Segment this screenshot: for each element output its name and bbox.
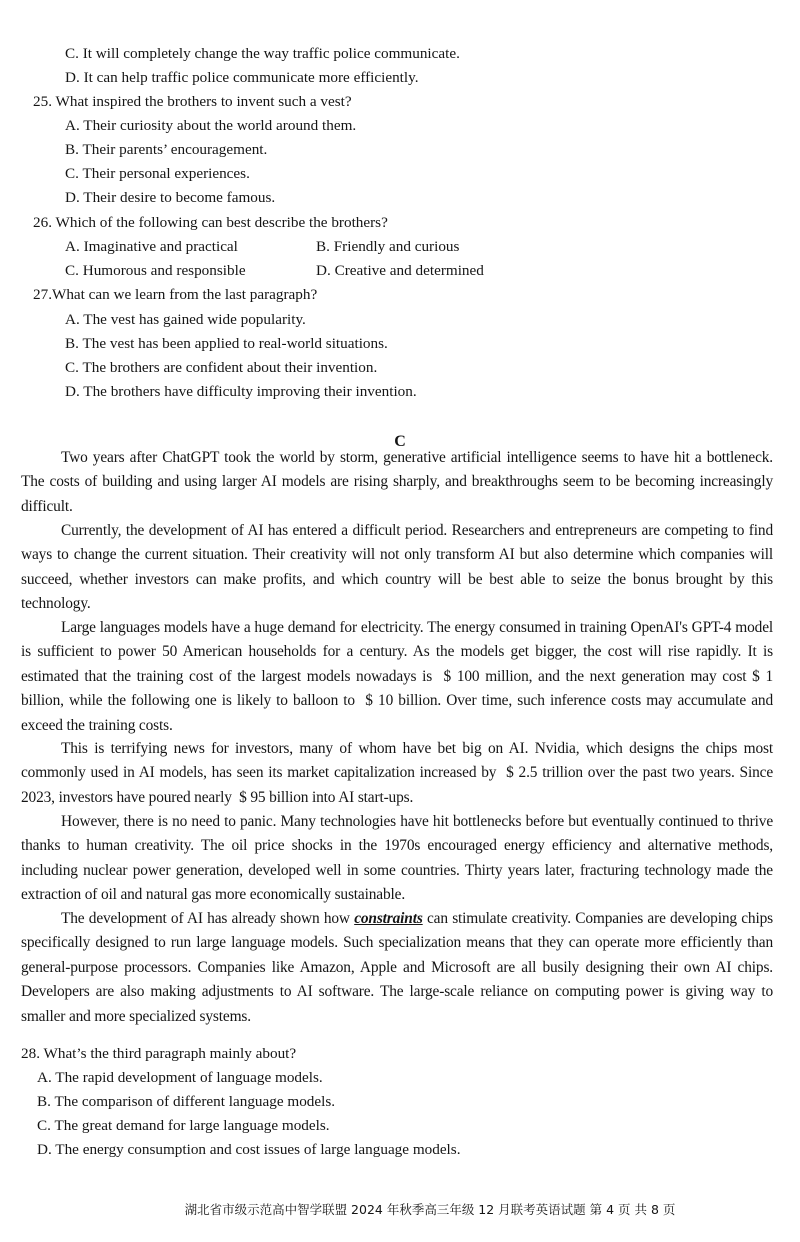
option-label: C. <box>65 262 79 279</box>
option-text: The comparison of different language models. <box>54 1093 336 1110</box>
option-text: Creative and determined <box>334 262 484 279</box>
option-label: D. <box>65 383 80 400</box>
option-text: Their curiosity about the world around them. <box>83 117 357 134</box>
option-text: Their personal experiences. <box>82 165 250 182</box>
q24-option-c <box>65 45 460 63</box>
q26-option-a <box>65 238 238 256</box>
passage-paragraph-1: Two years after ChatGPT took the world by storm, generative artificial intelligence seems to have hit a bottleneck. The costs of building and using larger AI models are rising sharply, and breakthroughs seem to be becoming increasingly difficult. <box>21 449 773 515</box>
option-label: B. <box>316 238 330 255</box>
q27-option-a <box>65 311 306 329</box>
q27-stem <box>33 286 317 304</box>
option-text: The energy consumption and cost issues of large language models. <box>55 1141 461 1158</box>
q25-option-d <box>65 189 275 207</box>
page-footer: 湖北省市级示范高中智学联盟 2024 年秋季高三年级 12 月联考英语试题 第 4 页 共 8 页 <box>184 1202 676 1217</box>
option-label: A. <box>65 238 80 255</box>
q28-stem <box>21 1045 296 1063</box>
option-label: D. <box>316 262 331 279</box>
passage-paragraph-4: This is terrifying news for investors, many of whom have bet big on AI. Nvidia, which designs the chips most commonly used in AI models, has seen its market capitalization increased by $ 2.5 trillion over the past two years. Since 2023, investors have poured nearly $ 95 billion into AI start-ups. <box>21 740 773 806</box>
option-text: The great demand for large language models. <box>54 1117 330 1134</box>
question-number: 26. <box>33 214 52 231</box>
option-label: D. <box>37 1141 52 1158</box>
paragraph-text: The development of AI has already shown how <box>61 910 355 927</box>
section-title: C <box>394 433 406 450</box>
q28-option-a <box>37 1069 323 1087</box>
option-label: C. <box>65 165 79 182</box>
q24-option-d <box>65 69 419 87</box>
question-text: What’s the third paragraph mainly about? <box>43 1045 297 1062</box>
q25-stem <box>33 93 352 111</box>
q26-option-d <box>316 262 484 280</box>
q25-option-c <box>65 165 250 183</box>
passage-paragraph-5: However, there is no need to panic. Many technologies have hit bottlenecks before but eventually continued to thrive thanks to human creativity. The oil price shocks in the 1970s encouraged energy efficiency and alternative methods, including nuclear power generation, developed well in some countries. Thirty years later, fracturing technology made the extraction of oil and natural gas more economically sustainable. <box>21 813 773 904</box>
q26-stem <box>33 214 388 232</box>
option-text: The vest has been applied to real-world situations. <box>82 335 388 352</box>
question-text: What inspired the brothers to invent such a vest? <box>55 93 352 110</box>
option-text: Friendly and curious <box>333 238 460 255</box>
option-label: B. <box>65 141 79 158</box>
q25-option-b <box>65 141 267 159</box>
paragraph-text: can stimulate creativity. Companies are developing chips specifically designed to run large language models. Such specialization means that they can operate more efficiently than general-purpose processors. Companies like Amazon, Apple and Microsoft are all busily designing their own AI chips. Developers are also making adjustments to AI software. The large-scale reliance on computing power is giving way to smaller and more specialized systems. <box>21 910 773 1025</box>
option-text: Their parents’ encouragement. <box>82 141 268 158</box>
q26-option-c <box>65 262 246 280</box>
option-label: D. <box>65 189 80 206</box>
question-text: What can we learn from the last paragraph? <box>51 286 318 303</box>
q28-option-d <box>37 1141 461 1159</box>
option-text: Imaginative and practical <box>83 238 238 255</box>
passage-paragraph-6 <box>21 907 773 1029</box>
q27-option-d <box>65 383 417 401</box>
q28-option-c <box>37 1117 330 1135</box>
underlined-keyword: constraints <box>354 910 423 927</box>
passage-paragraph-3: Large languages models have a huge demand for electricity. The energy consumed in training OpenAI's GPT-4 model is sufficient to power 50 American households for a century. As the models get bigger, the cost will rise rapidly. It is estimated that the training cost of the largest models nowadays is $ 100 million, and the next generation may cost $ 1 billion, while the following one is likely to balloon to $ 10 billion. Over time, such inference costs may accumulate and exceed the training costs. <box>21 619 773 734</box>
question-text: Which of the following can best describe the brothers? <box>55 214 388 231</box>
option-text: Their desire to become famous. <box>83 189 276 206</box>
option-label: B. <box>37 1093 51 1110</box>
option-label: A. <box>65 311 80 328</box>
option-label: C. <box>65 359 79 376</box>
question-number: 28. <box>21 1045 40 1062</box>
option-text: The brothers have difficulty improving their invention. <box>83 383 417 400</box>
q27-option-c <box>65 359 377 377</box>
option-label: A. <box>65 117 80 134</box>
option-text: It will completely change the way traffic police communicate. <box>82 45 460 62</box>
q27-option-b <box>65 335 388 353</box>
option-text: It can help traffic police communicate more efficiently. <box>83 69 419 86</box>
passage-paragraph-2: Currently, the development of AI has entered a difficult period. Researchers and entrepreneurs are competing to find ways to change the current situation. Their creativity will not only transform AI but also determine which companies will succeed, whether investors can make profits, and which country will be best able to seize the bonus brought by this technology. <box>21 522 773 613</box>
q25-option-a <box>65 117 356 135</box>
q26-option-b <box>316 238 459 256</box>
option-text: Humorous and responsible <box>82 262 246 279</box>
q28-option-b <box>37 1093 335 1111</box>
option-label: C. <box>37 1117 51 1134</box>
option-label: C. <box>65 45 79 62</box>
question-number: 27. <box>33 286 52 303</box>
option-text: The rapid development of language models. <box>55 1069 323 1086</box>
option-label: B. <box>65 335 79 352</box>
option-label: A. <box>37 1069 52 1086</box>
option-text: The vest has gained wide popularity. <box>83 311 306 328</box>
option-label: D. <box>65 69 80 86</box>
option-text: The brothers are confident about their invention. <box>82 359 378 376</box>
question-number: 25. <box>33 93 52 110</box>
